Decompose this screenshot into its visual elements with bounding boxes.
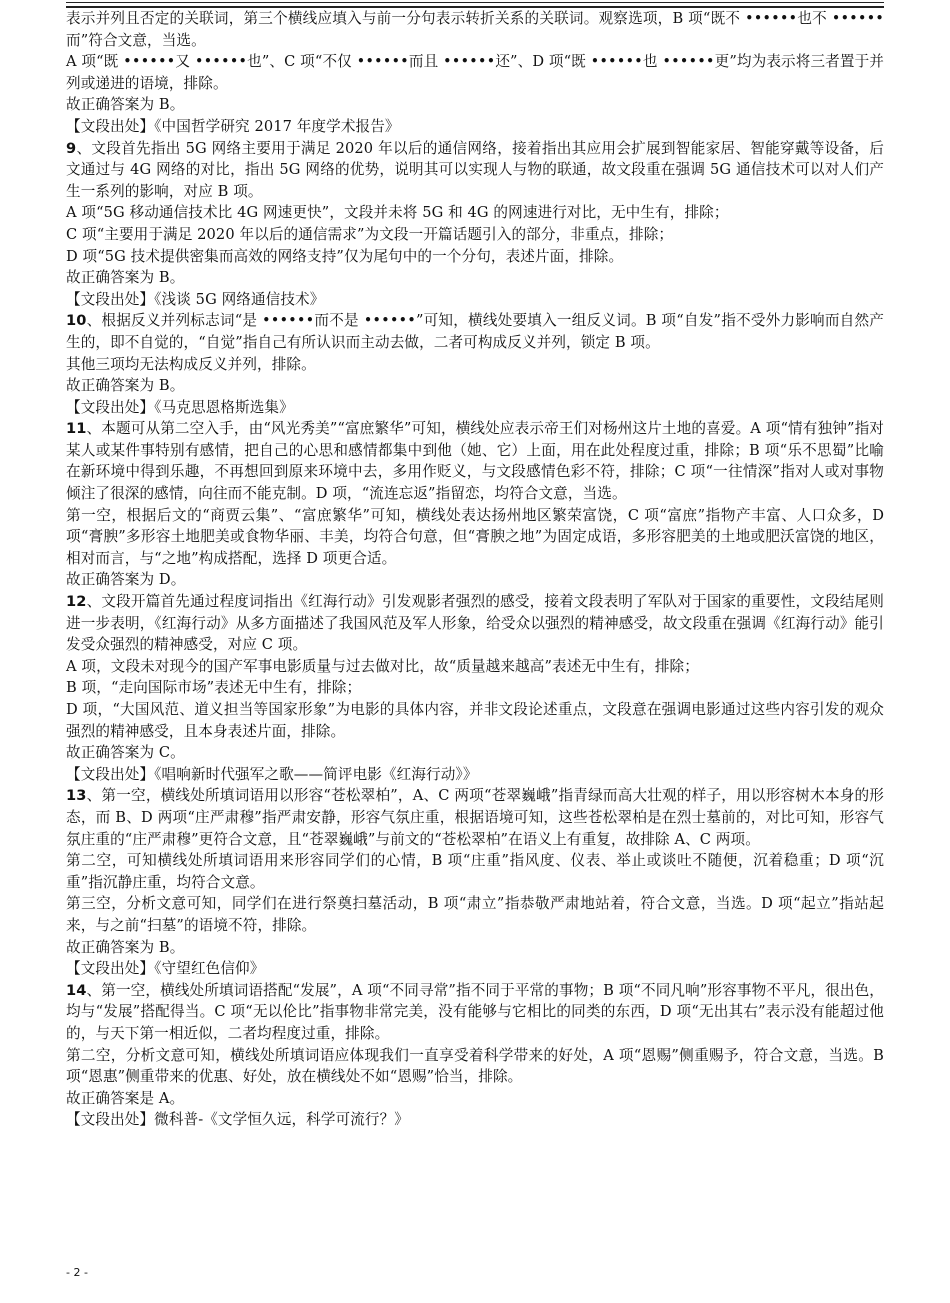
- question-9-explanation: 9、文段首先指出 5G 网络主要用于满足 2020 年以后的通信网络，接着指出其应用会扩展到智能家居、智能穿戴等设备，后文通过与 4G 网络的对比，指出 5G 网络的优势，说明其可以实现人与物的联通，故文段重在强调 5G 通信技术可以对人们产生一系列的影响，对应 B 项。: [66, 139, 884, 200]
- question-11-explanation: 11、本题可从第二空入手，由“风光秀美”“富庶繁华”可知，横线处应表示帝王们对杨州这片土地的喜爱。A 项“情有独钟”指对某人或某件事特别有感情，把自己的心思和感情都集中到他（她、它）上面，用在此处程度过重，排除；B 项“乐不思蜀”比喻在新环境中得到乐趣，不再想回到原来环境中去，多用作贬义，与文段感情色彩不符，排除；C 项“一往情深”指对人或对事物倾注了很深的感情，向往而不能克制。D 项，“流连忘返”指留恋，均符合文意，当选。: [66, 420, 884, 503]
- paragraph: A 项“5G 移动通信技术比 4G 网速更快”，文段并未将 5G 和 4G 的网速进行对比，无中生有，排除；: [66, 204, 729, 222]
- question-number: 13: [66, 787, 87, 805]
- source-citation: 【文段出处】《浅谈 5G 网络通信技术》: [66, 290, 325, 308]
- header-rule-thin: [66, 2, 884, 3]
- paragraph: 表示并列且否定的关联词，第三个横线应填入与前一分句表示转折关系的关联词。观察选项，B 项“既不 ••••••也不 ••••••而”符合文意，当选。: [66, 10, 884, 49]
- question-13-explanation: 13、第一空，横线处所填词语用以形容“苍松翠柏”，A、C 两项“苍翠巍峨”指青绿而高大壮观的样子，用以形容树木本身的形态，而 B、D 两项“庄严肃穆”指严肃安静，形容气氛庄重，根据语境可知，这些苍松翠柏是在烈士墓前的，对比可知，形容气氛庄重的“庄严肃穆”更符合文意，且“苍翠巍峨”与前文的“苍松翠柏”在语义上有重复，故排除 A、C 两项。: [66, 787, 884, 848]
- source-citation: 【文段出处】《马克思恩格斯选集》: [66, 398, 294, 416]
- question-number: 10: [66, 312, 87, 330]
- question-14-explanation: 14、第一空，横线处所填词语搭配“发展”，A 项“不同寻常”指不同于平常的事物；B 项“不同凡响”形容事物不平凡，很出色，均与“发展”搭配得当。C 项“无以伦比”指事物非常完美，没有能够与它相比的同类的东西，D 项“无出其右”表示没有能超过他的，与天下第一相近似，二者均程度过重，排除。: [66, 981, 884, 1042]
- question-number: 12: [66, 593, 87, 611]
- paragraph: 第二空，可知横线处所填词语用来形容同学们的心情，B 项“庄重”指风度、仪表、举止或谈吐不随便，沉着稳重；D 项“沉重”指沉静庄重，均符合文意。: [66, 852, 884, 891]
- answer-explanations: [66, 8, 884, 1131]
- paragraph: C 项“主要用于满足 2020 年以后的通信需求”为文段一开篇话题引入的部分，非重点，排除；: [66, 225, 674, 243]
- source-citation: 【文段出处】《唱响新时代强军之歌——简评电影《红海行动》》: [66, 765, 478, 783]
- paragraph: 其他三项均无法构成反义并列，排除。: [66, 355, 316, 373]
- paragraph: B 项，“走向国际市场”表述无中生有，排除；: [66, 679, 362, 697]
- source-citation: 【文段出处】《中国哲学研究 2017 年度学术报告》: [66, 117, 400, 135]
- paragraph: 第三空，分析文意可知，同学们在进行祭奠扫墓活动，B 项“肃立”指恭敬严肃地站着，符合文意，当选。D 项“起立”指站起来，与之前“扫墓”的语境不符，排除。: [66, 895, 884, 934]
- paragraph: 故正确答案为 D。: [66, 571, 186, 589]
- paragraph: 故正确答案为 B。: [66, 269, 185, 287]
- paragraph: D 项“5G 技术提供密集而高效的网络支持”仅为尾句中的一个分句，表述片面，排除。: [66, 247, 624, 265]
- question-number: 11: [66, 420, 87, 438]
- question-number: 9: [66, 139, 77, 157]
- paragraph: 故正确答案为 B。: [66, 938, 185, 956]
- source-citation: 【文段出处】微科普-《文学恒久远，科学可流行？》: [66, 1111, 409, 1129]
- question-12-explanation: 12、文段开篇首先通过程度词指出《红海行动》引发观影者强烈的感受，接着文段表明了军队对于国家的重要性，文段结尾则进一步表明，《红海行动》从多方面描述了我国风范及军人形象，给受众以强烈的精神感受，故文段重在强调《红海行动》能引发受众强烈的精神感受，对应 C 项。: [66, 593, 884, 654]
- source-citation: 【文段出处】《守望红色信仰》: [66, 960, 265, 978]
- paragraph: 故正确答案为 B。: [66, 96, 185, 114]
- paragraph: D 项，“大国风范、道义担当等国家形象”为电影的具体内容，并非文段论述重点，文段意在强调电影通过这些内容引发的观众强烈的精神感受，且本身表述片面，排除。: [66, 701, 884, 740]
- question-10-explanation: 10、根据反义并列标志词“是 ••••••而不是 ••••••”可知，横线处要填入一组反义词。B 项“自发”指不受外力影响而自然产生的，即不自觉的，“自觉”指自己有所认识而主动去做，二者可构成反义并列，锁定 B 项。: [66, 312, 884, 351]
- question-number: 14: [66, 981, 87, 999]
- paragraph: 故正确答案为 B。: [66, 377, 185, 395]
- paragraph: A 项“既 ••••••又 ••••••也”、C 项“不仅 ••••••而且 ••••••还”、D 项“既 ••••••也 ••••••更”均为表示将三者置于并列或递进的语境，排除。: [66, 53, 884, 92]
- paragraph: 故正确答案为 C。: [66, 744, 185, 762]
- paragraph: 第一空，根据后文的“商贾云集”、“富庶繁华”可知，横线处表达扬州地区繁荣富饶，C 项“富庶”指物产丰富、人口众多，D 项“膏腴”多形容土地肥美或食物华丽、丰美，均符合句意，但“膏腴之地”为固定成语，多形容肥美的土地或肥沃富饶的地区，相对而言，与“之地”构成搭配，选择 D 项更合适。: [66, 506, 884, 567]
- paragraph: 第二空，分析文意可知，横线处所填词语应体现我们一直享受着科学带来的好处，A 项“恩赐”侧重赐予，符合文意，当选。B 项“恩惠”侧重带来的优惠、好处，放在横线处不如“恩赐”恰当，排除。: [66, 1046, 884, 1086]
- paragraph: 故正确答案是 A。: [66, 1089, 185, 1107]
- paragraph: A 项，文段未对现今的国产军事电影质量与过去做对比，故“质量越来越高”表述无中生有，排除；: [66, 657, 699, 675]
- page-number: - 2 -: [66, 1266, 88, 1279]
